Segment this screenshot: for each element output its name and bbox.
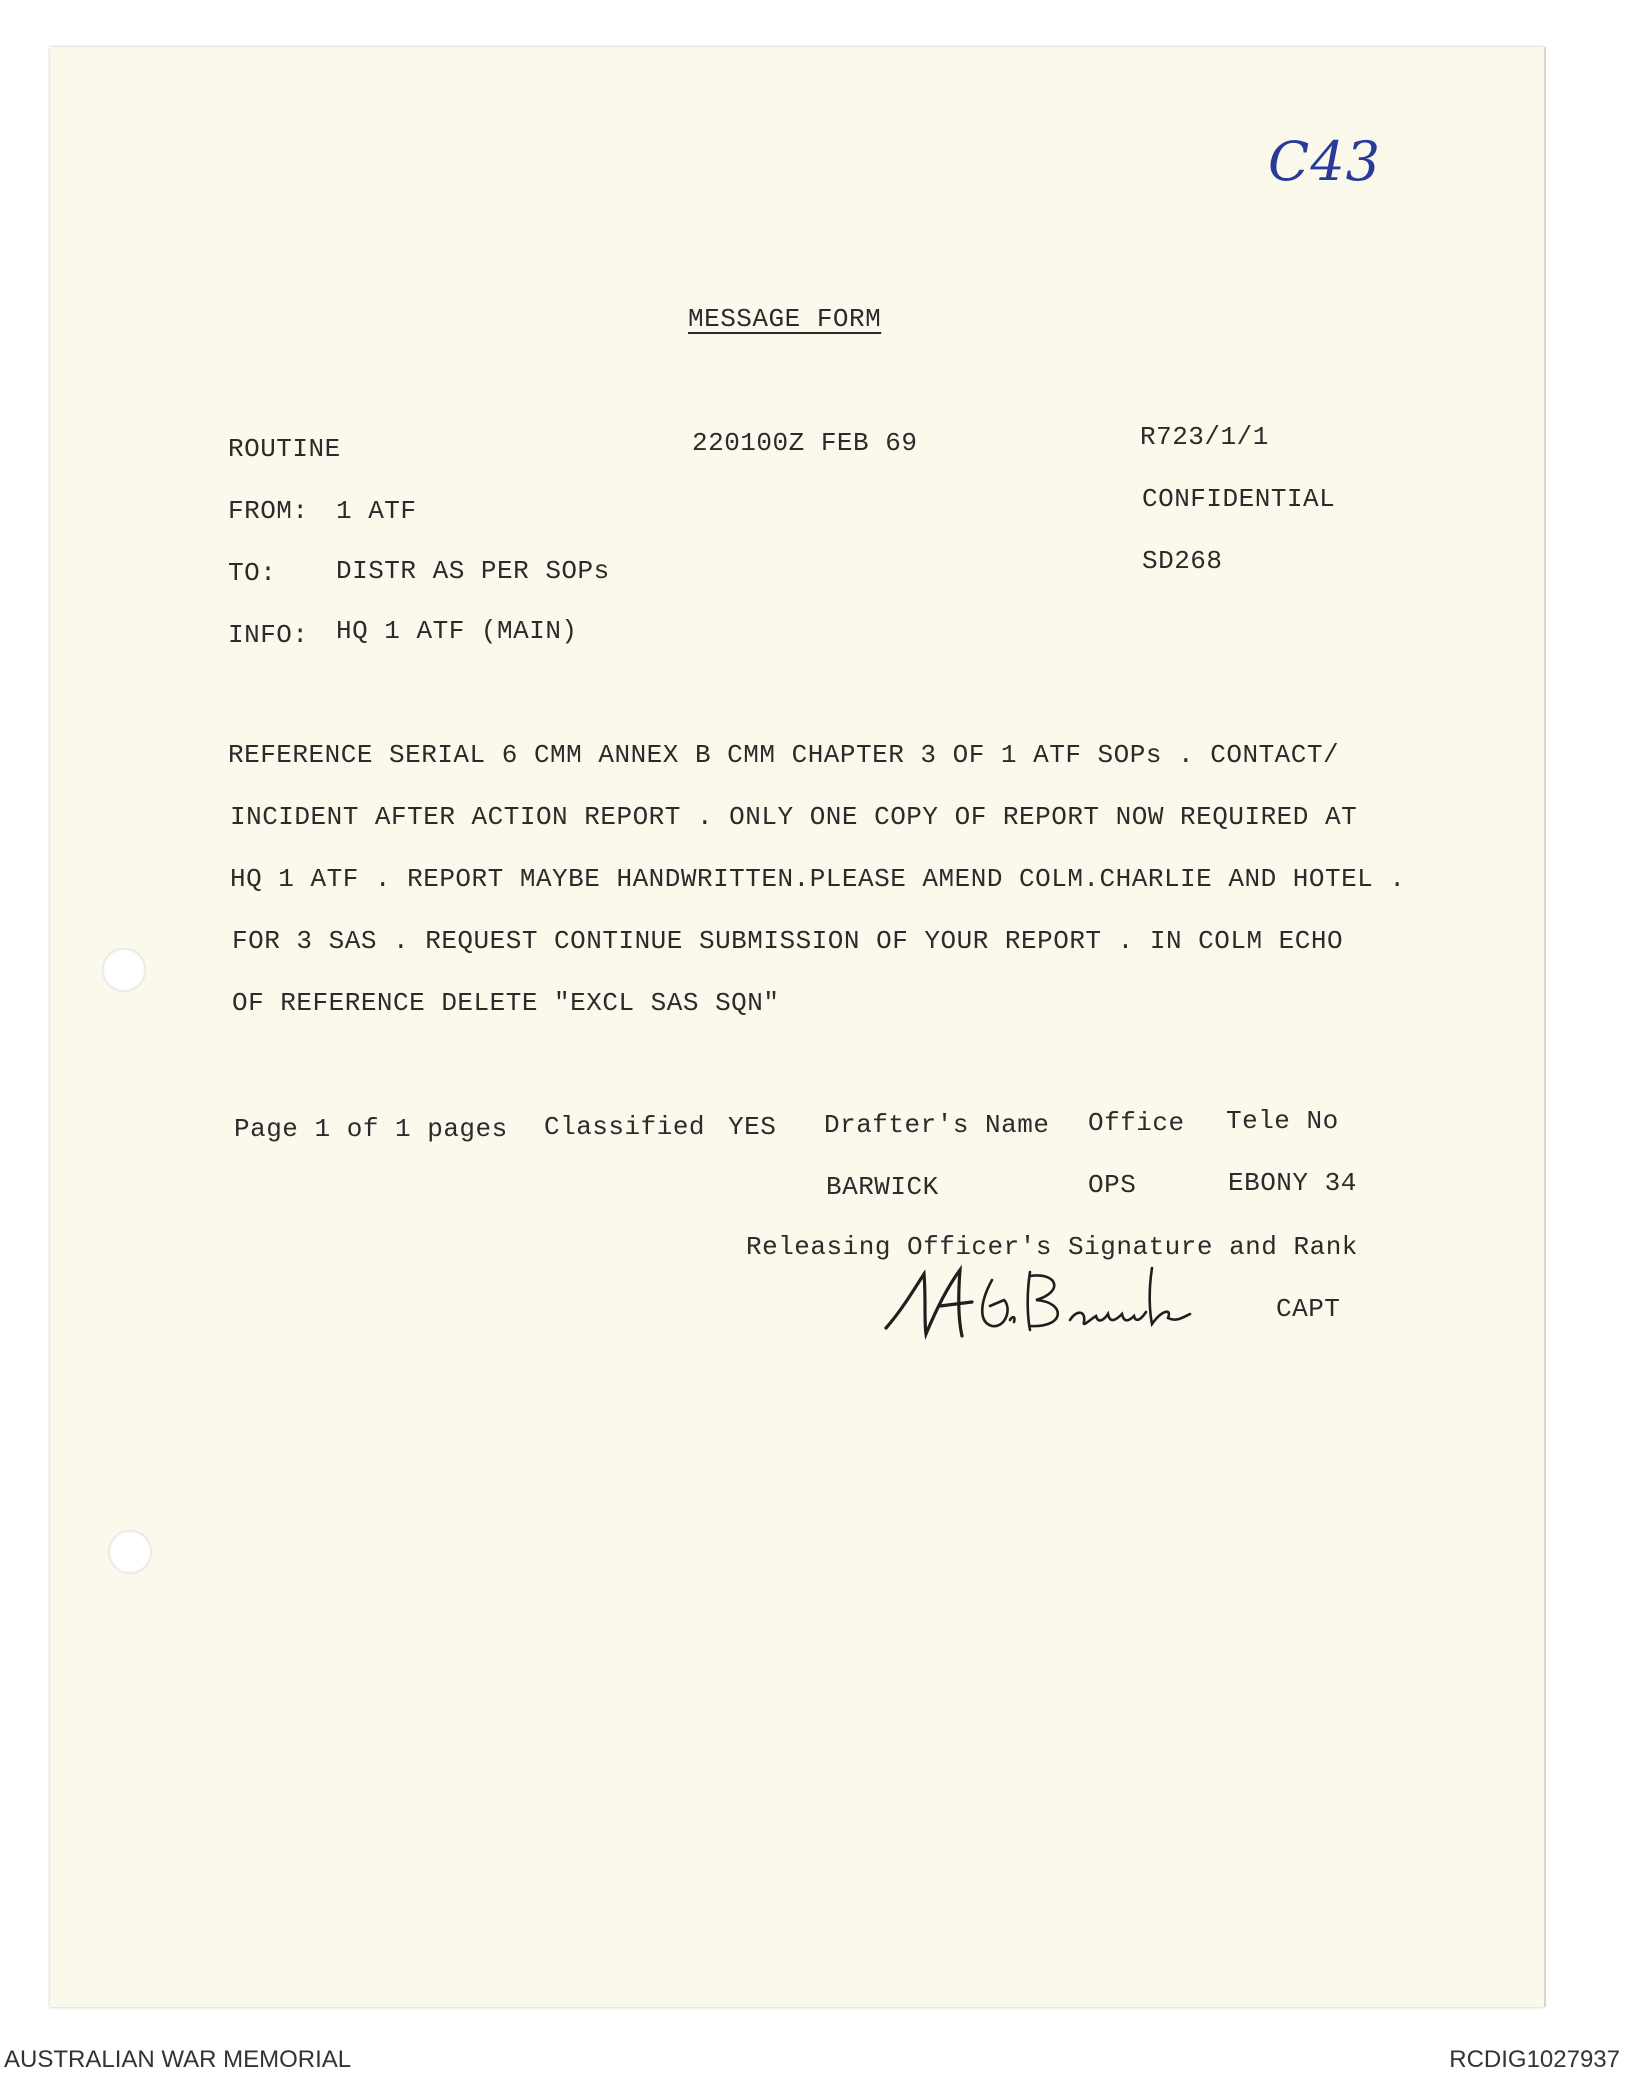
message-line: INCIDENT AFTER ACTION REPORT . ONLY ONE COPY OF REPORT NOW REQUIRED AT bbox=[230, 802, 1358, 832]
to-value: DISTR AS PER SOPs bbox=[336, 556, 610, 586]
from-value: 1 ATF bbox=[336, 496, 417, 526]
page-count: Page 1 of 1 pages bbox=[234, 1114, 508, 1144]
from-label: FROM: bbox=[228, 496, 309, 526]
rank: CAPT bbox=[1276, 1294, 1341, 1324]
to-label: TO: bbox=[228, 558, 277, 588]
tele-value: EBONY 34 bbox=[1228, 1168, 1357, 1198]
info-label: INFO: bbox=[228, 620, 309, 650]
signature-text bbox=[0, 0, 1, 1]
drafter-value: BARWICK bbox=[826, 1172, 939, 1202]
office-value: OPS bbox=[1088, 1170, 1137, 1200]
releasing-officer-label: Releasing Officer's Signature and Rank bbox=[746, 1232, 1358, 1262]
classified-value: YES bbox=[728, 1112, 777, 1142]
punch-hole-bottom bbox=[108, 1530, 152, 1574]
message-line: FOR 3 SAS . REQUEST CONTINUE SUBMISSION OF YOUR REPORT . IN COLM ECHO bbox=[232, 926, 1344, 956]
message-line: REFERENCE SERIAL 6 CMM ANNEX B CMM CHAPTER 3 OF 1 ATF SOPs . CONTACT/ bbox=[228, 740, 1340, 770]
document-page bbox=[50, 47, 1544, 2007]
serial-number: SD268 bbox=[1142, 546, 1223, 576]
file-reference: R723/1/1 bbox=[1140, 422, 1269, 452]
archive-id: RCDIG1027937 bbox=[1449, 2046, 1620, 2073]
signature bbox=[880, 1258, 1210, 1348]
classified-label: Classified bbox=[544, 1112, 706, 1142]
precedence: ROUTINE bbox=[228, 434, 341, 464]
punch-hole-top bbox=[102, 948, 146, 992]
office-label: Office bbox=[1088, 1108, 1185, 1138]
info-value: HQ 1 ATF (MAIN) bbox=[336, 616, 578, 646]
tele-label: Tele No bbox=[1226, 1106, 1339, 1136]
message-line: OF REFERENCE DELETE "EXCL SAS SQN" bbox=[232, 988, 780, 1018]
form-title: MESSAGE FORM bbox=[688, 304, 882, 334]
classification: CONFIDENTIAL bbox=[1142, 484, 1336, 514]
date-time-group: 220100Z FEB 69 bbox=[692, 428, 918, 458]
message-line: HQ 1 ATF . REPORT MAYBE HANDWRITTEN.PLEASE AMEND COLM.CHARLIE AND HOTEL . bbox=[230, 864, 1406, 894]
drafter-label: Drafter's Name bbox=[824, 1110, 1050, 1140]
handwritten-reference: C43 bbox=[1268, 130, 1382, 193]
archive-credit: AUSTRALIAN WAR MEMORIAL bbox=[4, 2046, 352, 2073]
page-edge bbox=[1544, 47, 1546, 2007]
